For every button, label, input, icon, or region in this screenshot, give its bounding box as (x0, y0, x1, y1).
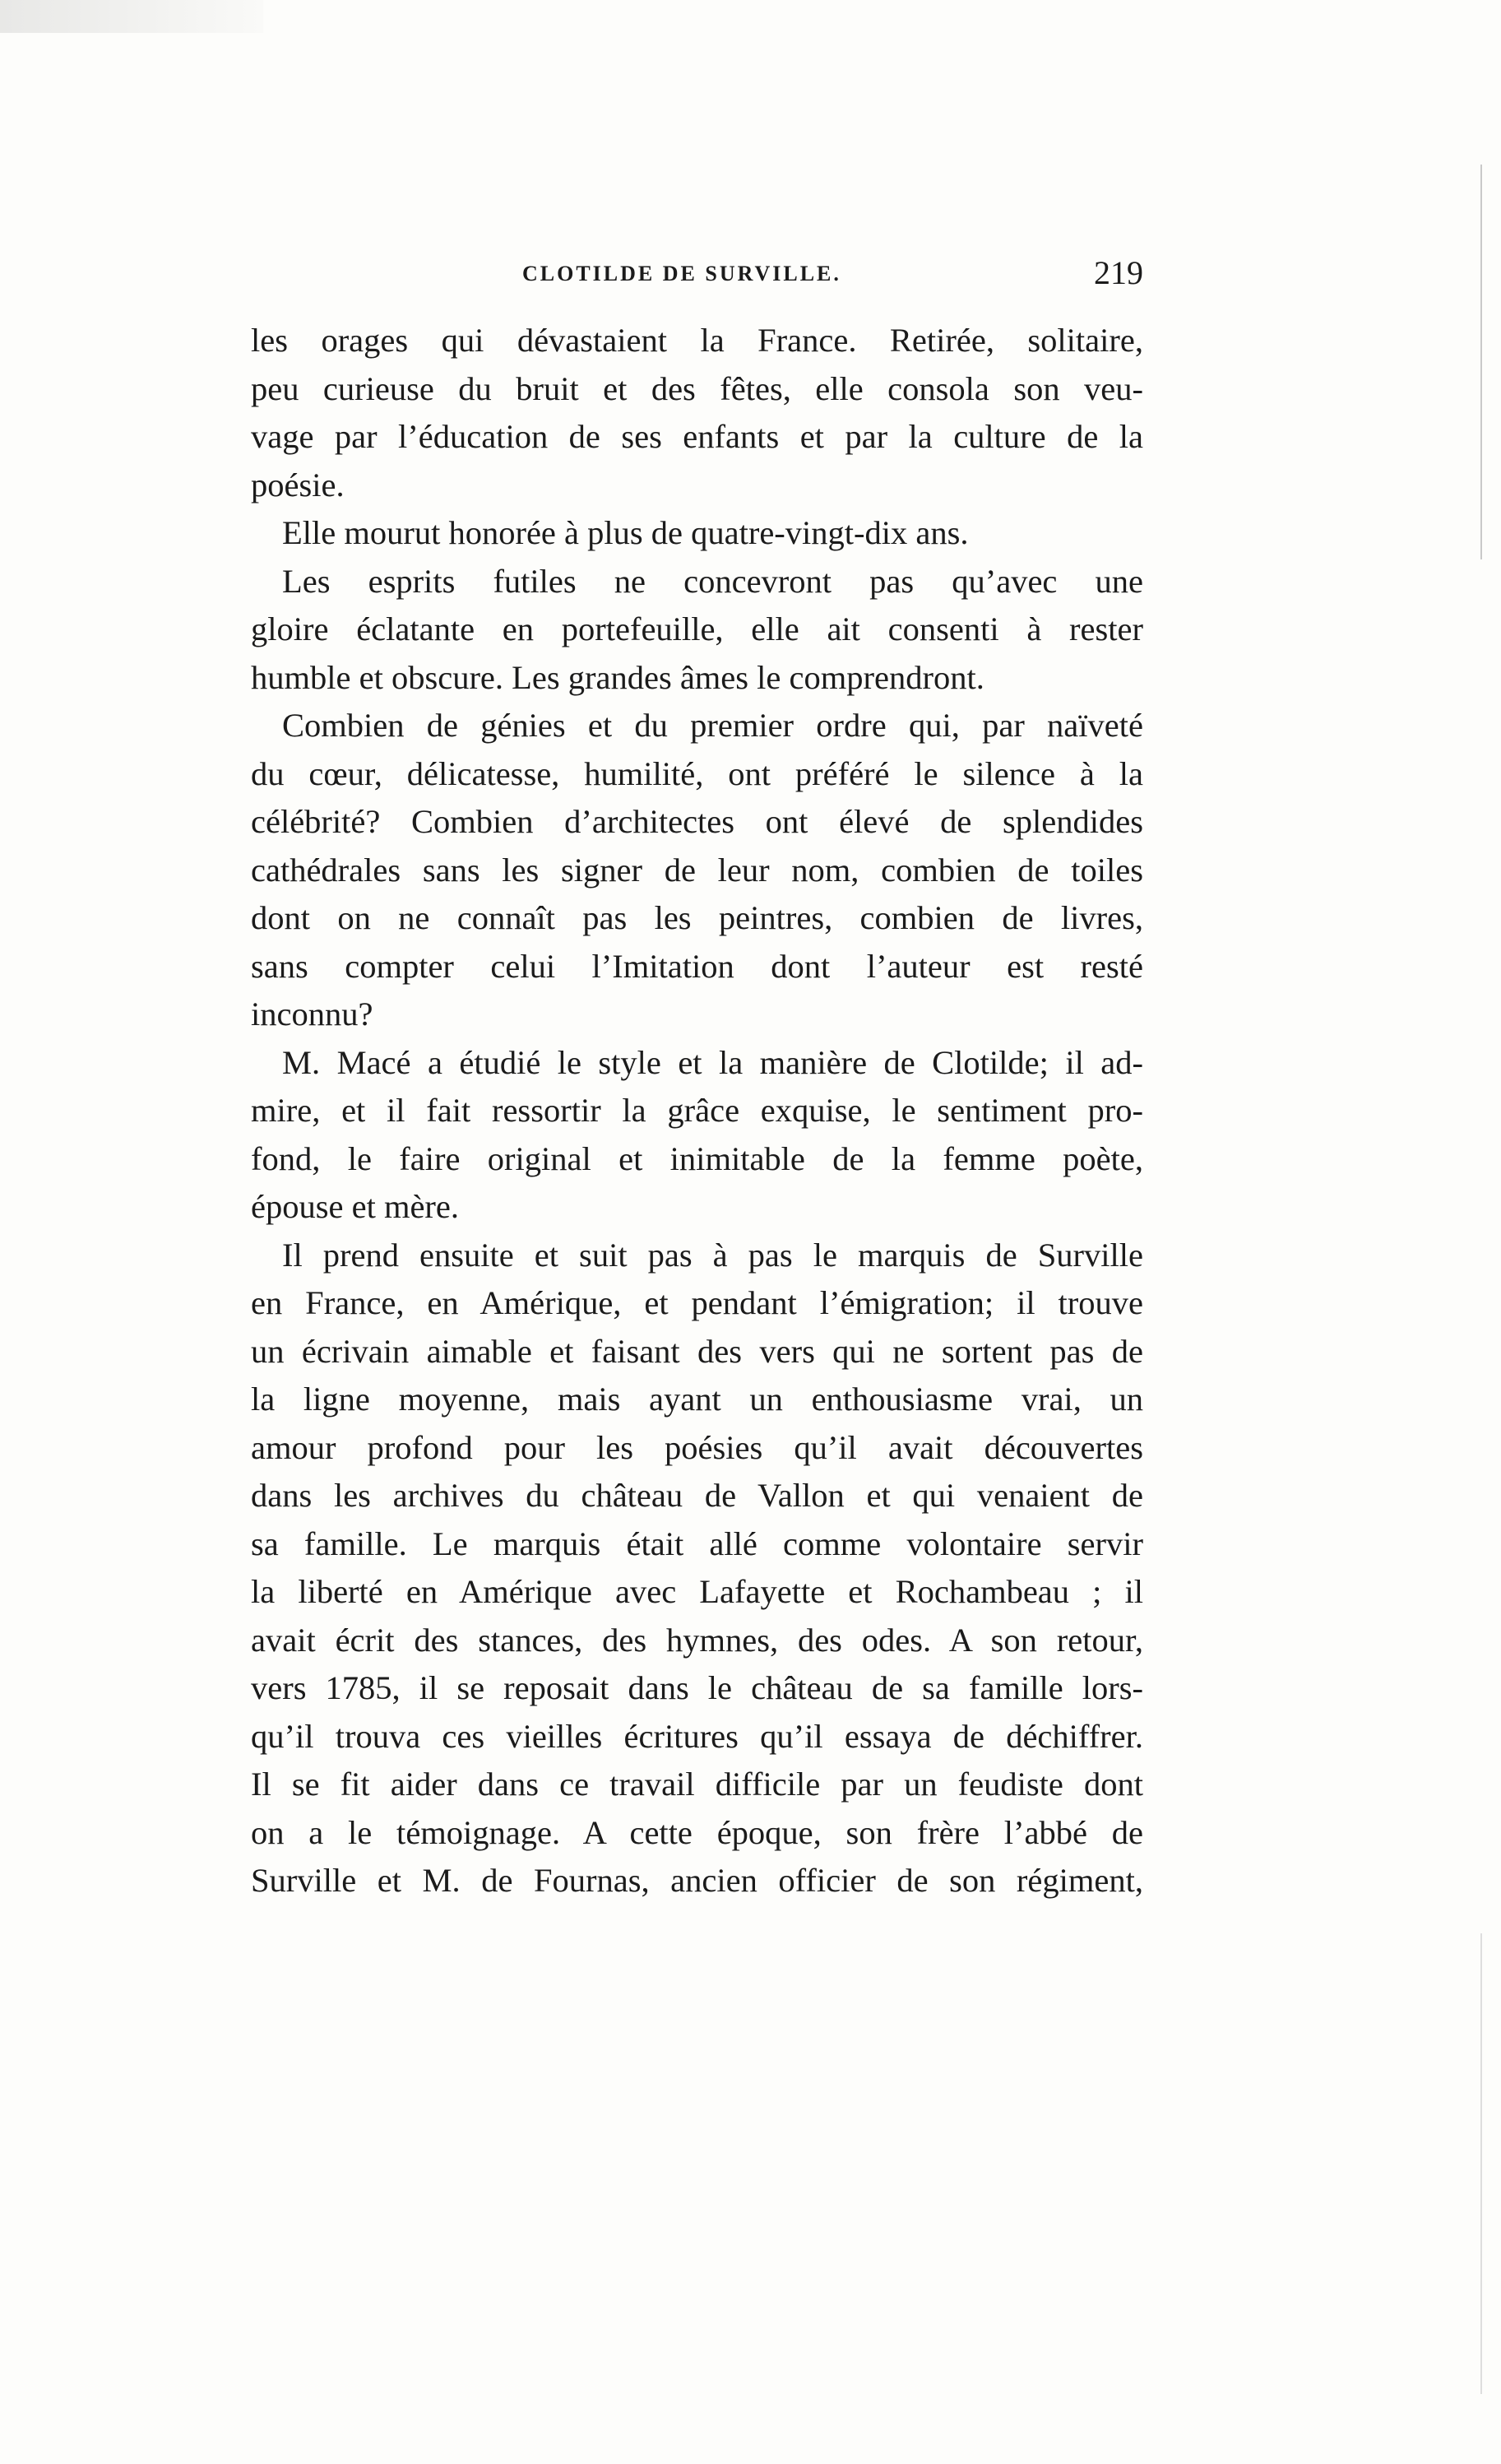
text-line: un écrivain aimable et faisant des vers qui ne sortent pas de (251, 1332, 1143, 1370)
text-line: fond, le faire original et inimitable de la femme poète, (251, 1139, 1143, 1177)
text-line: sa famille. Le marquis était allé comme volontaire servir (251, 1524, 1143, 1562)
text-line: du cœur, délicatesse, humilité, ont préféré le silence à la (251, 754, 1143, 792)
text-line: Elle mourut honorée à plus de quatre-vingt-dix ans. (282, 514, 969, 551)
scan-artifact (0, 0, 263, 33)
text-line: M. Macé a étudié le style et la manière de Clotilde; il ad- (282, 1043, 1143, 1081)
text-line: la ligne moyenne, mais ayant un enthousiasme vrai, un (251, 1380, 1143, 1418)
text-line: qu’il trouva ces vieilles écritures qu’il essaya de déchiffrer. (251, 1717, 1143, 1755)
text-line: Surville et M. de Fournas, ancien officier de son régiment, (251, 1862, 1143, 1899)
text-line: Il se fit aider dans ce travail difficile par un feudiste dont (251, 1766, 1143, 1803)
text-line: la liberté en Amérique avec Lafayette et Rochambeau ; il (251, 1573, 1143, 1610)
text-line: cathédrales sans les signer de leur nom, combien de toiles (251, 851, 1143, 889)
text-line: Les esprits futiles ne concevront pas qu’avec une (282, 562, 1143, 600)
page-number: 219 (1094, 254, 1143, 291)
text-line: Combien de génies et du premier ordre qui, par naïveté (282, 707, 1143, 744)
text-line: mire, et il fait ressortir la grâce exquise, le sentiment pro- (251, 1092, 1143, 1129)
text-line: humble et obscure. Les grandes âmes le comprendront. (251, 658, 984, 696)
text-line: vage par l’éducation de ses enfants et par la culture de la (251, 418, 1143, 455)
running-title: CLOTILDE DE SURVILLE. (522, 262, 841, 285)
text-line: avait écrit des stances, des hymnes, des odes. A son retour, (251, 1621, 1143, 1659)
text-line: vers 1785, il se reposait dans le château de sa famille lors- (251, 1669, 1143, 1706)
text-line: amour profond pour les poésies qu’il avait découvertes (251, 1428, 1143, 1466)
text-line: sans compter celui l’Imitation dont l’auteur est resté (251, 947, 1143, 985)
text-line: célébrité? Combien d’architectes ont élevé de splendides (251, 803, 1143, 840)
text-line: en France, en Amérique, et pendant l’émigration; il trouve (251, 1284, 1143, 1321)
text-line: inconnu? (251, 995, 373, 1032)
text-line: les orages qui dévastaient la France. Retirée, solitaire, (251, 322, 1143, 359)
text-line: gloire éclatante en portefeuille, elle ait consenti à rester (251, 610, 1143, 647)
page-edge-shadow (1480, 1933, 1482, 2394)
page-edge-shadow (1480, 165, 1482, 559)
text-line: on a le témoignage. A cette époque, son frère l’abbé de (251, 1813, 1143, 1851)
body-text (251, 317, 1143, 1905)
text-line: épouse et mère. (251, 1188, 460, 1225)
text-line: poésie. (251, 466, 345, 503)
text-line: peu curieuse du bruit et des fêtes, elle consola son veu- (251, 369, 1143, 407)
running-head (251, 254, 1143, 311)
text-line: dont on ne connaît pas les peintres, combien de livres, (251, 899, 1143, 936)
text-line: Il prend ensuite et suit pas à pas le marquis de Surville (282, 1236, 1143, 1274)
text-line: dans les archives du château de Vallon et qui venaient de (251, 1477, 1143, 1514)
